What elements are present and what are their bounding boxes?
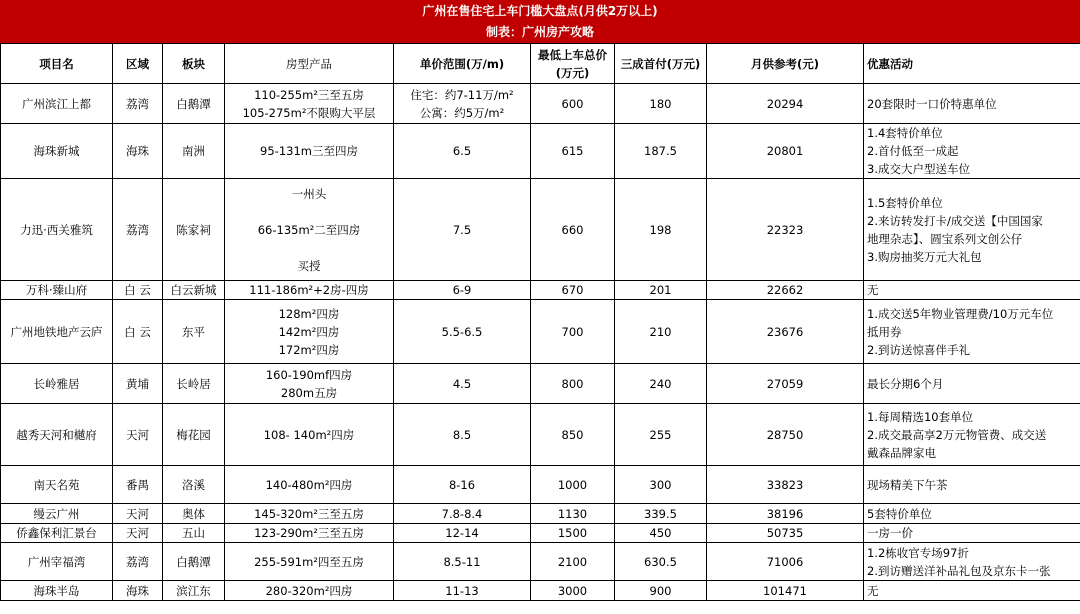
district: 荔湾 (113, 543, 163, 581)
layout-line: 280-320m²四房 (265, 583, 353, 598)
col-header-area: 板块 (163, 44, 225, 84)
price-range-line: 8-16 (448, 477, 476, 492)
price-range (394, 364, 531, 404)
min-total-price: 660 (531, 179, 615, 281)
min-total-price: 1130 (531, 504, 615, 524)
layout-line: 172m²四房 (278, 342, 340, 357)
promotion-line: 1.成交送5年物业管理费/10万元车位 (867, 306, 1054, 321)
promotion (864, 504, 1080, 524)
promotion-line: 戴森品牌家电 (867, 445, 936, 460)
table-header-banner (0, 0, 1080, 43)
area: 洛溪 (163, 466, 225, 504)
min-total-price: 1000 (531, 466, 615, 504)
district: 黄埔 (113, 364, 163, 404)
price-range-line: 公寓：约5万/m² (419, 105, 505, 120)
area: 白鹅潭 (163, 543, 225, 581)
promotion (864, 364, 1080, 404)
promotion-line: 2.来访转发打卡/成交送【中国国家 (867, 213, 1043, 228)
col-header-monthly: 月供参考(元) (707, 44, 864, 84)
layout-line: 142m²四房 (278, 324, 340, 339)
promotion-line: 5套特价单位 (867, 506, 932, 521)
down-payment: 300 (615, 466, 707, 504)
project-name: 侨鑫保利汇景台 (1, 524, 113, 543)
min-total-price: 1500 (531, 524, 615, 543)
down-payment: 187.5 (615, 124, 707, 179)
promotion-line: 20套限时一口价特惠单位 (867, 96, 997, 111)
promotion-line: 1.5套特价单位 (867, 195, 943, 210)
table-row (1, 504, 1080, 524)
district: 番禺 (113, 466, 163, 504)
project-name: 缦云广州 (1, 504, 113, 524)
layout-line: 280m五房 (280, 385, 338, 400)
layout-line: 123-290m²三至五房 (254, 526, 364, 540)
table-row (1, 404, 1080, 466)
down-payment: 210 (615, 300, 707, 364)
monthly-payment: 20801 (707, 124, 864, 179)
layout-line: 128m²四房 (278, 306, 340, 321)
price-range (394, 543, 531, 581)
down-payment: 240 (615, 364, 707, 404)
down-payment: 630.5 (615, 543, 707, 581)
monthly-payment: 22662 (707, 281, 864, 300)
layout-line: 66-135m²二至四房 (257, 222, 361, 237)
layout-line: 95-131m三至四房 (260, 144, 358, 158)
layout-line: 145-320m²三至五房 (254, 506, 364, 521)
monthly-payment: 22323 (707, 179, 864, 281)
price-range (394, 581, 531, 601)
promotion (864, 524, 1080, 543)
district: 天河 (113, 524, 163, 543)
layout (225, 581, 394, 601)
promotion (864, 179, 1080, 281)
table-body (1, 84, 1080, 601)
promotion (864, 84, 1080, 124)
promotion (864, 300, 1080, 364)
col-header-down: 三成首付(万元) (615, 44, 707, 84)
down-payment: 201 (615, 281, 707, 300)
col-header-layout: 房型产品 (225, 44, 394, 84)
monthly-payment: 27059 (707, 364, 864, 404)
table-row (1, 124, 1080, 179)
promotion-line: 最长分期6个月 (867, 376, 944, 391)
price-range-line: 8.5 (452, 427, 472, 442)
price-range (394, 179, 531, 281)
layout-line: 111-186m²+2房-四房 (249, 283, 369, 297)
table-row (1, 179, 1080, 281)
min-total-price: 2100 (531, 543, 615, 581)
down-payment: 198 (615, 179, 707, 281)
layout (225, 524, 394, 543)
monthly-payment: 50735 (707, 524, 864, 543)
layout-line: 买授 (297, 258, 321, 273)
project-name: 南天名苑 (1, 466, 113, 504)
promotion-line: 1.每周精选10套单位 (867, 409, 974, 424)
promotion (864, 543, 1080, 581)
min-total-price: 600 (531, 84, 615, 124)
min-total-price: 615 (531, 124, 615, 179)
project-name: 广州宰福湾 (1, 543, 113, 581)
monthly-payment: 33823 (707, 466, 864, 504)
area: 五山 (163, 524, 225, 543)
area: 滨江东 (163, 581, 225, 601)
project-name: 广州地铁地产云庐 (1, 300, 113, 364)
price-range-line: 8.5-11 (443, 554, 481, 569)
monthly-payment: 38196 (707, 504, 864, 524)
layout-line: 140-480m²四房 (265, 477, 353, 492)
promotion-line: 1.2栋收官专场97折 (867, 545, 969, 560)
table-row (1, 543, 1080, 581)
promotion (864, 124, 1080, 179)
price-range-line: 7.5 (452, 222, 472, 237)
table-subtitle: 制表：广州房产攻略 (485, 25, 594, 39)
layout-line: 108- 140m²四房 (263, 427, 355, 442)
promotion-line: 现场精美下午茶 (867, 477, 948, 492)
area: 梅花园 (163, 404, 225, 466)
layout (225, 281, 394, 300)
table-row (1, 364, 1080, 404)
down-payment: 450 (615, 524, 707, 543)
project-name: 越秀天河和樾府 (1, 404, 113, 466)
layout-line (228, 239, 390, 257)
min-total-price: 850 (531, 404, 615, 466)
area: 陈家祠 (163, 179, 225, 281)
col-header-price: 单价范围(万/m) (394, 44, 531, 84)
layout (225, 300, 394, 364)
district: 天河 (113, 504, 163, 524)
promotion-line: 无 (867, 583, 879, 598)
min-total-price: 800 (531, 364, 615, 404)
price-range (394, 300, 531, 364)
price-range-line: 7.8-8.4 (441, 506, 483, 521)
table-row (1, 300, 1080, 364)
table-row (1, 281, 1080, 300)
layout (225, 466, 394, 504)
min-total-price: 670 (531, 281, 615, 300)
promotion-line: 2.成交最高享2万元物管费、成交送 (867, 427, 1047, 442)
table-row (1, 84, 1080, 124)
min-total-price: 3000 (531, 581, 615, 601)
price-range-line: 5.5-6.5 (441, 324, 483, 339)
price-range-line: 4.5 (452, 376, 472, 391)
layout (225, 404, 394, 466)
project-name: 海珠新城 (1, 124, 113, 179)
table-title: 广州在售住宅上车门槛大盘点(月供2万以上) (422, 4, 658, 18)
layout (225, 84, 394, 124)
down-payment: 255 (615, 404, 707, 466)
district: 荔湾 (113, 84, 163, 124)
promotion-line: 2.到访赠送洋补品礼包及京东卡一张 (867, 563, 1051, 578)
price-range (394, 281, 531, 300)
price-range-line: 11-13 (445, 583, 479, 598)
column-header-row (1, 44, 1080, 84)
project-name: 力迅·西关雅筑 (1, 179, 113, 281)
table-row (1, 581, 1080, 601)
col-header-name: 项目名 (1, 44, 113, 84)
layout (225, 543, 394, 581)
layout-line: 105-275m²不限购大平层 (242, 105, 376, 120)
promotion-line: 抵用券 (867, 324, 902, 339)
layout-line: 一州头 (291, 186, 327, 201)
promotion-line: 2.到访送惊喜伴手礼 (867, 342, 970, 357)
price-range (394, 84, 531, 124)
price-range-line: 6-9 (452, 283, 472, 297)
down-payment: 180 (615, 84, 707, 124)
area: 东平 (163, 300, 225, 364)
layout-line: 160-190mf四房 (265, 367, 353, 382)
price-range-line: 12-14 (445, 526, 479, 540)
area: 白云新城 (163, 281, 225, 300)
promotion-line: 3.成交大户型送车位 (867, 162, 970, 176)
district: 白 云 (113, 300, 163, 364)
promotion (864, 581, 1080, 601)
layout (225, 124, 394, 179)
monthly-payment: 101471 (707, 581, 864, 601)
price-range (394, 504, 531, 524)
district: 天河 (113, 404, 163, 466)
district: 海珠 (113, 124, 163, 179)
promotion-line: 无 (867, 283, 879, 297)
project-name: 广州滨江上都 (1, 84, 113, 124)
promotion-line: 一房一价 (867, 526, 913, 540)
price-range (394, 124, 531, 179)
district: 海珠 (113, 581, 163, 601)
promotion-line: 1.4套特价单位 (867, 126, 943, 140)
layout-line: 255-591m²四至五房 (254, 554, 364, 569)
layout (225, 504, 394, 524)
col-header-district: 区域 (113, 44, 163, 84)
project-name: 海珠半岛 (1, 581, 113, 601)
price-range (394, 466, 531, 504)
promotion (864, 404, 1080, 466)
promotion-line: 2.首付低至一成起 (867, 144, 959, 158)
district: 白 云 (113, 281, 163, 300)
layout-line (228, 203, 390, 221)
promotion-line: 地理杂志】、圆宝系列文创公仔 (867, 231, 1023, 246)
down-payment: 339.5 (615, 504, 707, 524)
monthly-payment: 23676 (707, 300, 864, 364)
promotion (864, 281, 1080, 300)
price-range (394, 524, 531, 543)
project-name: 长岭雅居 (1, 364, 113, 404)
area: 奥体 (163, 504, 225, 524)
promotion (864, 466, 1080, 504)
price-range (394, 404, 531, 466)
monthly-payment: 71006 (707, 543, 864, 581)
down-payment: 900 (615, 581, 707, 601)
col-header-promo: 优惠活动 (864, 44, 1080, 84)
col-header-total: 最低上车总价(万元) (531, 44, 615, 84)
layout (225, 179, 394, 281)
area: 白鹅潭 (163, 84, 225, 124)
min-total-price: 700 (531, 300, 615, 364)
monthly-payment: 20294 (707, 84, 864, 124)
monthly-payment: 28750 (707, 404, 864, 466)
district: 荔湾 (113, 179, 163, 281)
table-row (1, 524, 1080, 543)
promotion-line: 3.购房抽奖万元大礼包 (867, 249, 982, 264)
listing-table (0, 43, 1080, 601)
table-row (1, 466, 1080, 504)
area: 长岭居 (163, 364, 225, 404)
area: 南洲 (163, 124, 225, 179)
layout (225, 364, 394, 404)
project-name: 万科·臻山府 (1, 281, 113, 300)
price-range-line: 住宅：约7-11万/m² (410, 87, 514, 102)
layout-line: 110-255m²三至五房 (254, 87, 364, 102)
price-range-line: 6.5 (452, 144, 472, 158)
